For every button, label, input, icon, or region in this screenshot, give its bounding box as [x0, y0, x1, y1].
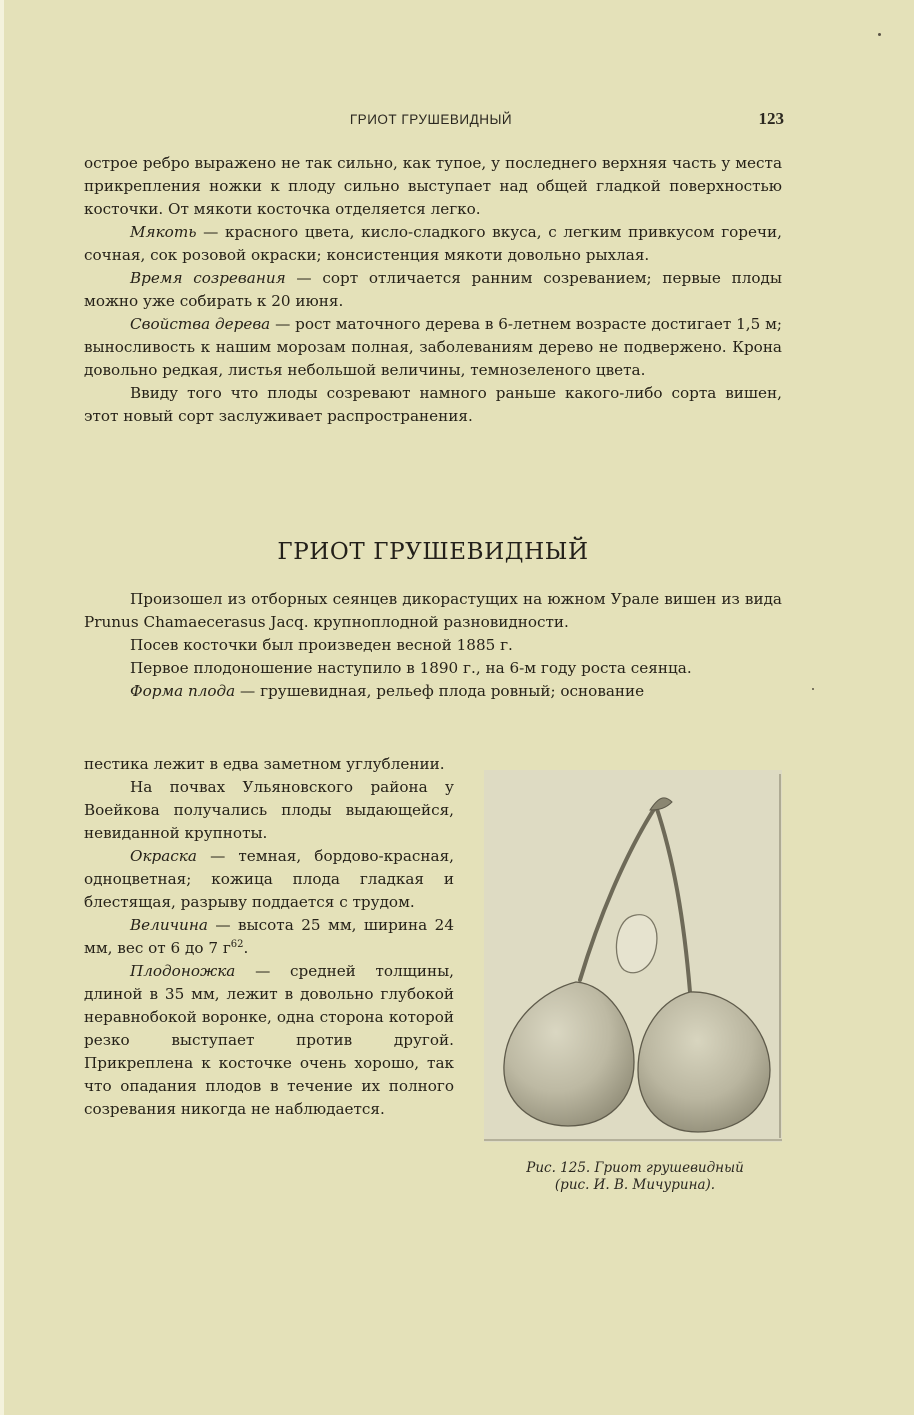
- paragraph: Величина — высота 25 мм, ширина 24 мм, вес от 6 до 7 $г^{62}$.: [84, 916, 454, 957]
- previous-variety-text: [84, 152, 782, 428]
- speck: [878, 33, 881, 36]
- caption-line: Рис. 125. Гриот грушевидный: [526, 1160, 744, 1176]
- paragraph: Посев косточки был произведен весной 1885 г.: [130, 636, 513, 654]
- page-number: 123: [758, 109, 784, 128]
- caption-line: (рис. И. В. Мичурина).: [554, 1177, 716, 1193]
- figure-plate: [484, 770, 782, 1142]
- section-intro-text: [84, 588, 782, 703]
- term-label: Свойства дерева: [130, 315, 271, 333]
- paragraph: Первое плодоношение наступило в 1890 г., на 6-м году роста сеянца.: [130, 659, 692, 677]
- speck: [812, 688, 814, 690]
- section-heading: ГРИОТ ГРУШЕВИДНЫЙ: [277, 539, 589, 565]
- footnote-ref: 62: [230, 938, 244, 950]
- paragraph: Произошел из отборных сеянцев дикорастущих на южном Урале вишен из вида Prunus Chamaecerasus Jacq. крупноплодной разновидности.: [84, 590, 782, 631]
- page-edge: [0, 0, 4, 1415]
- term-label: Время созревания: [130, 269, 286, 287]
- paragraph: Мякоть — красного цвета, кисло-сладкого вкуса, с легким привкусом горечи, сочная, сок розовой окраски; консистенция мякоти довольно рыхлая.: [84, 223, 782, 264]
- paragraph: острое ребро выражено не так сильно, как тупое, у последнего верхняя часть у места прикрепления ножки к плоду сильно выступает над общей гладкой поверхностью косточки. От мякоти косточка отделяется легко.: [84, 154, 782, 218]
- paragraph: Свойства дерева — рост маточного дерева в 6-летнем возрасте достигает 1,5 м; выносливость к нашим морозам полная, заболеваниям дерево не подвержено. Крона довольно редкая, листья небольшой величины, темнозеленого цвета.: [84, 315, 783, 379]
- paragraph: Окраска — темная, бордово-красная, одноцветная; кожица плода гладкая и блестящая, разрыву поддается с трудом.: [84, 847, 454, 911]
- term-label: Мякоть: [130, 223, 197, 241]
- paragraph: пестика лежит в едва заметном углублении.: [84, 755, 445, 773]
- wrapped-text-column: [84, 753, 454, 1121]
- running-title: ГРИОТ ГРУШЕВИДНЫЙ: [349, 112, 513, 127]
- term-label: Величина: [130, 916, 208, 934]
- paragraph: На почвах Ульяновского района у Воейкова получались плоды выдающейся, невиданной крупноты.: [84, 778, 454, 842]
- paragraph: Ввиду того что плоды созревают намного раньше какого-либо сорта вишен, этот новый сорт заслуживает распространения.: [84, 384, 782, 425]
- term-label: Окраска: [130, 847, 197, 865]
- figure-caption: [480, 1160, 790, 1194]
- paragraph: Форма плода — грушевидная, рельеф плода ровный; основание: [130, 682, 645, 700]
- paragraph: Плодоножка — средней толщины, длиной в 35 мм, лежит в довольно глубокой неравнобокой воронке, одна сторона которой резко выступает против другой. Прикреплена к косточке очень хорошо, так что опадания плодов в течение их полного созревания никогда не наблюдается.: [84, 962, 454, 1118]
- cherry-illustration: [484, 770, 782, 1142]
- term-label: Форма плода: [130, 682, 236, 700]
- paragraph: Время созревания — сорт отличается ранним созреванием; первые плоды можно уже собирать к 20 июня.: [84, 269, 782, 310]
- page-header: [78, 109, 784, 132]
- term-label: Плодоножка: [130, 962, 236, 980]
